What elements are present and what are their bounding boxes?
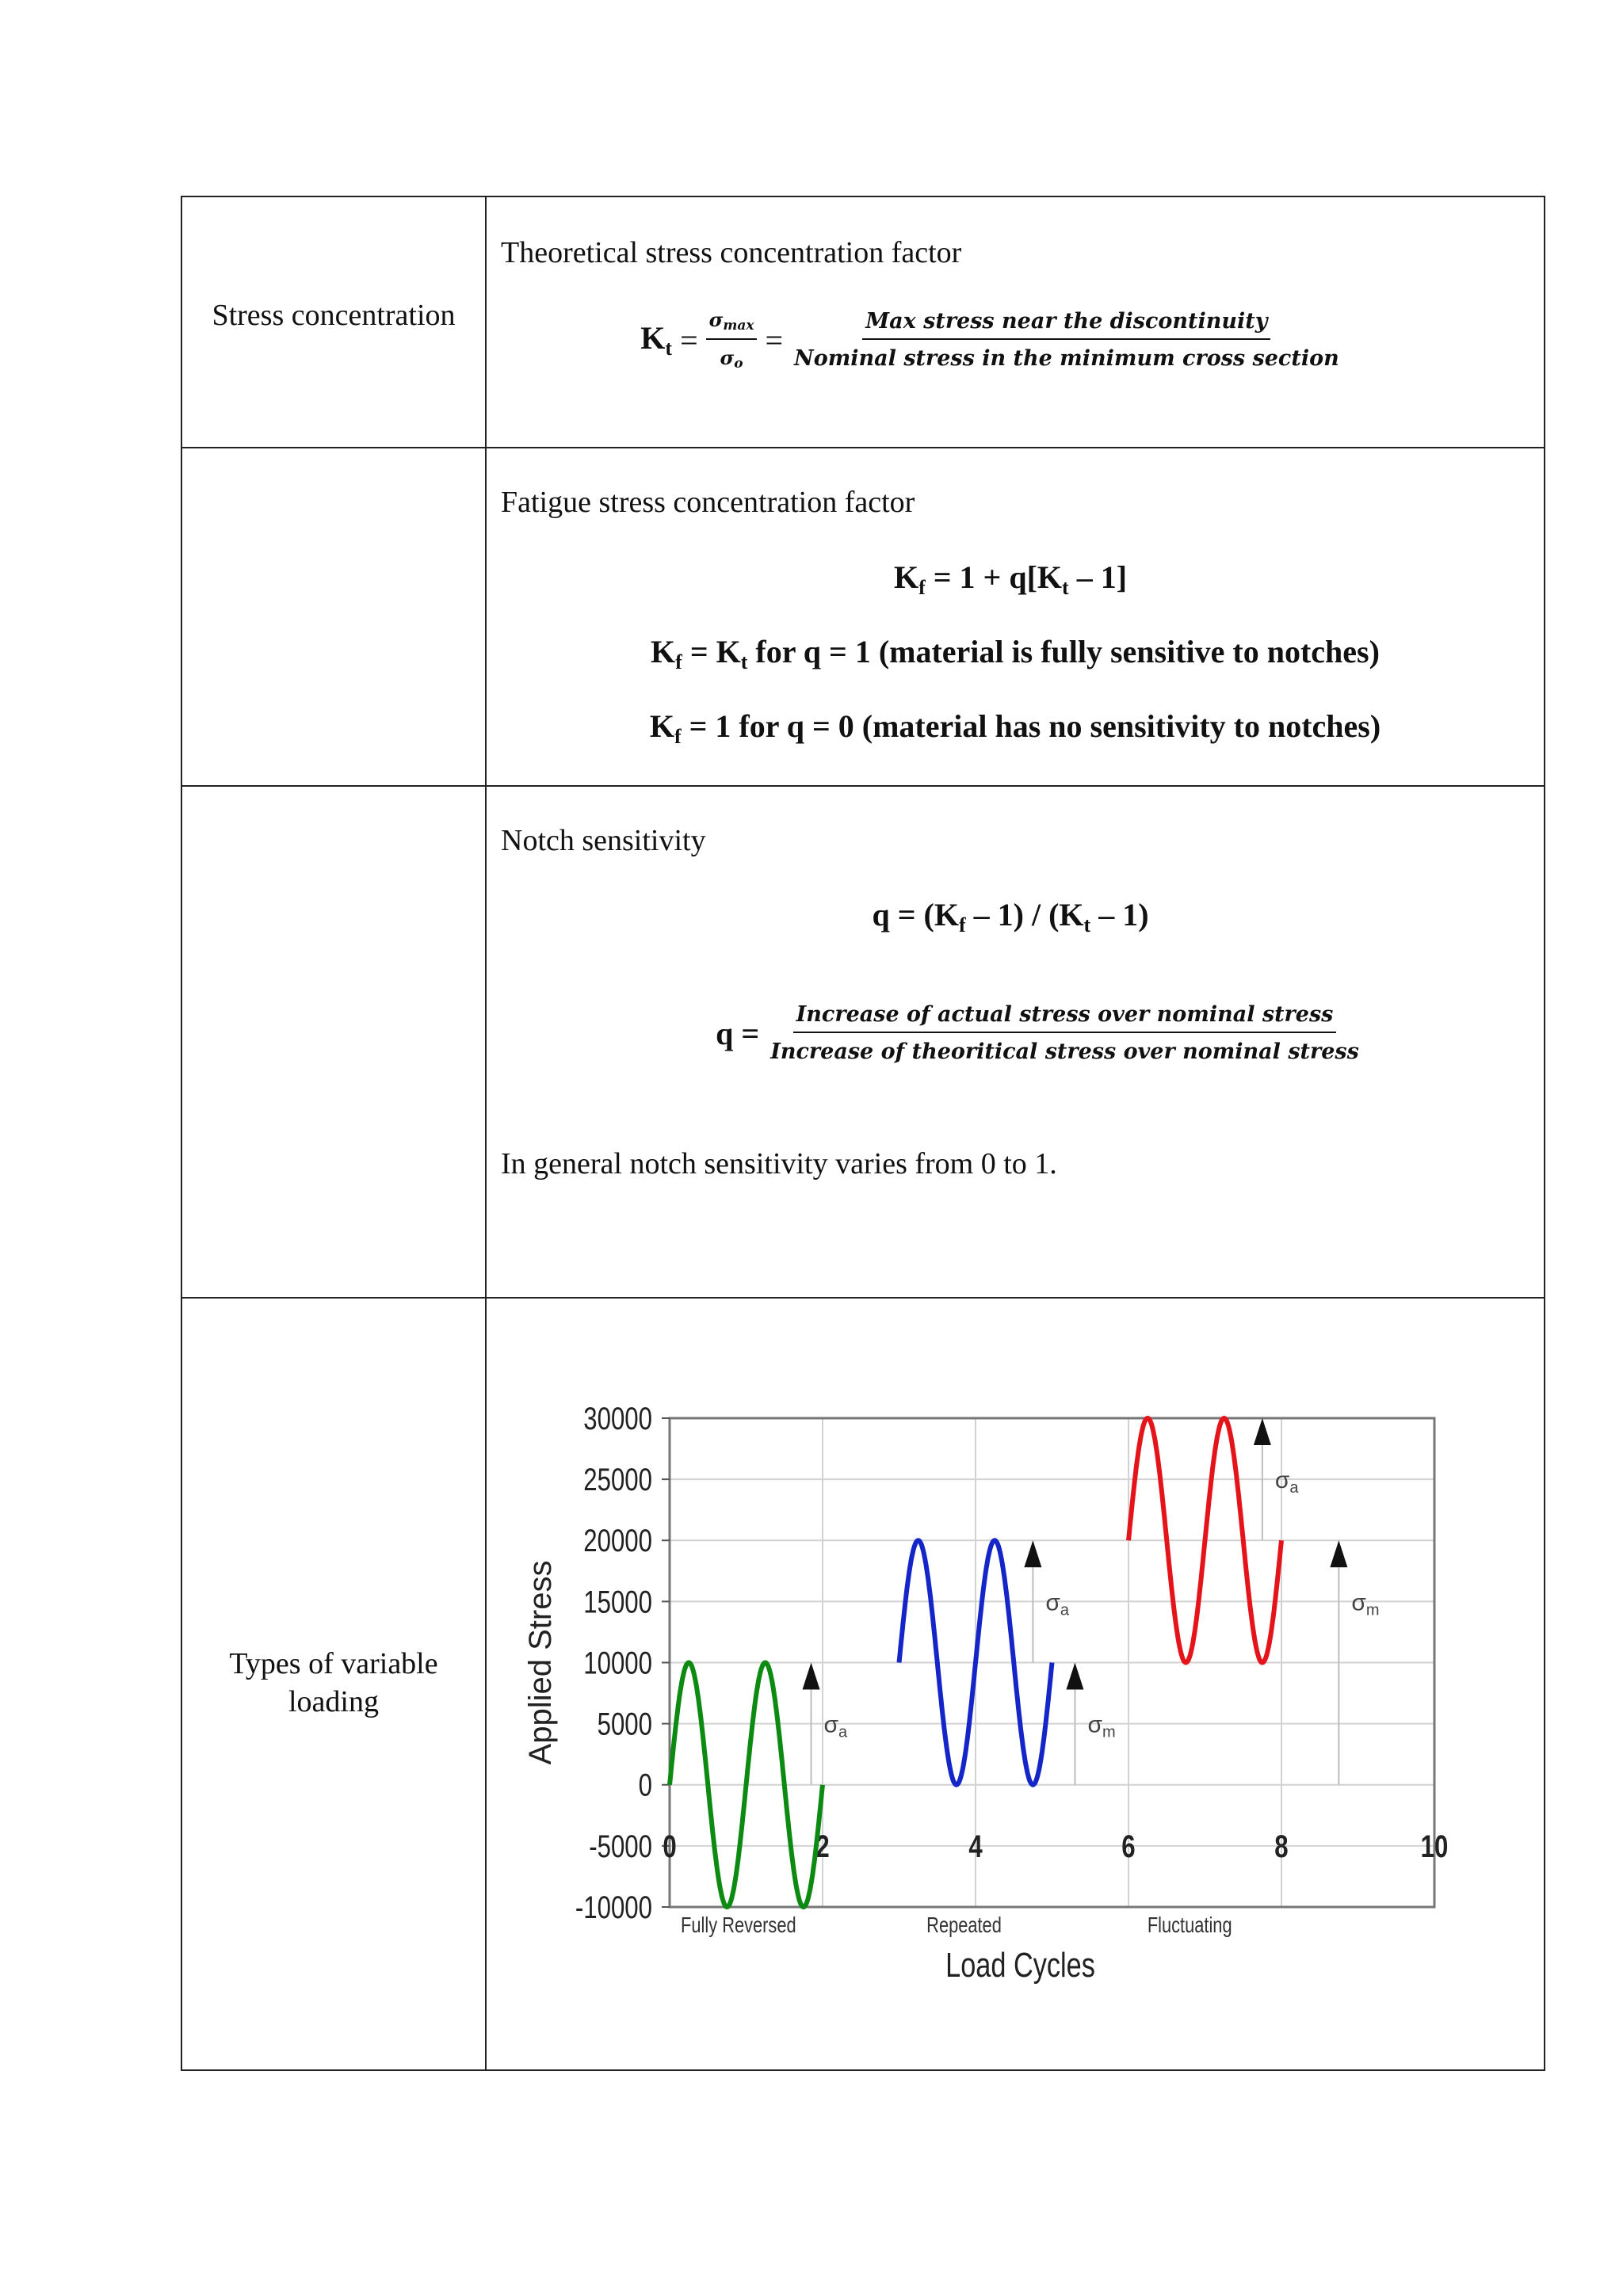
notch-sensitivity-note: In general notch sensitivity varies from 0 to 1. bbox=[501, 1147, 1057, 1180]
y-tick-label: -10000 bbox=[575, 1890, 652, 1925]
y-tick-label: 30000 bbox=[583, 1401, 652, 1436]
y-tick-label: 15000 bbox=[583, 1584, 652, 1620]
y-tick-label: 5000 bbox=[597, 1706, 652, 1742]
category-label: Fully Reversed bbox=[681, 1913, 796, 1938]
annotation-arrow bbox=[1024, 1540, 1041, 1567]
kt-numerator: Max stress near the discontinuity bbox=[862, 309, 1270, 340]
x-tick-label: 8 bbox=[1274, 1829, 1289, 1864]
row-divider bbox=[182, 785, 1544, 787]
x-tick-label: 10 bbox=[1420, 1829, 1449, 1864]
q-equation: $q = (K_f - 1) / (K_t - 1)$ bbox=[872, 897, 1149, 936]
q-denominator: Increase of theoritical stress over nominal stress bbox=[770, 1039, 1359, 1064]
column-divider bbox=[485, 197, 487, 2069]
x-tick-label: 0 bbox=[663, 1829, 677, 1864]
annotation-arrow bbox=[1066, 1663, 1083, 1690]
annotation-arrow bbox=[1254, 1418, 1271, 1445]
row-label-text: Stress concentration bbox=[212, 298, 456, 332]
annotation-arrow bbox=[1330, 1540, 1347, 1567]
q-definition bbox=[510, 1002, 1568, 1064]
heading-fatigue-factor: Fatigue stress concentration factor bbox=[501, 486, 915, 519]
annotation-label: $\sigma_m$ bbox=[1087, 1711, 1116, 1741]
annotation-label: $\sigma_a$ bbox=[1274, 1467, 1299, 1497]
y-tick-label: 20000 bbox=[583, 1523, 652, 1559]
row-label-variable-loading bbox=[182, 1299, 485, 2073]
annotation-label: $\sigma_a$ bbox=[1045, 1589, 1070, 1619]
content-table bbox=[181, 196, 1545, 2071]
y-tick-label: -5000 bbox=[589, 1829, 652, 1864]
kt-symbol: $K_t$ bbox=[640, 320, 673, 360]
y-axis-label: Applied Stress bbox=[523, 1560, 558, 1765]
equals-sign: = bbox=[765, 322, 784, 358]
category-label: Repeated bbox=[926, 1913, 1002, 1938]
row-divider bbox=[182, 447, 1544, 448]
annotation-label: $\sigma_m$ bbox=[1351, 1589, 1380, 1619]
x-tick-label: 6 bbox=[1121, 1829, 1136, 1864]
heading-notch-sensitivity: Notch sensitivity bbox=[501, 824, 706, 857]
variable-loading-chart bbox=[515, 1362, 1449, 2059]
q-numerator: Increase of actual stress over nominal stress bbox=[793, 1002, 1337, 1033]
heading-theoretical-factor: Theoretical stress concentration factor bbox=[501, 236, 962, 269]
q-fraction bbox=[767, 1002, 1362, 1064]
y-tick-label: 0 bbox=[638, 1768, 652, 1803]
sigma-ratio: $\frac{\sigma_{max}}{\sigma_o}$ bbox=[706, 308, 758, 372]
row-label-stress-concentration bbox=[182, 197, 485, 447]
y-tick-label: 25000 bbox=[583, 1462, 652, 1498]
x-tick-label: 4 bbox=[968, 1829, 983, 1864]
x-tick-label: 2 bbox=[815, 1829, 830, 1864]
y-tick-label: 10000 bbox=[583, 1645, 652, 1681]
category-label: Fluctuating bbox=[1147, 1913, 1232, 1938]
kt-denominator: Nominal stress in the minimum cross section bbox=[794, 346, 1339, 371]
annotation-label: $\sigma_a$ bbox=[823, 1711, 848, 1741]
equals-sign: = bbox=[680, 322, 698, 358]
kf-no-sensitivity: $K_f = 1$ for q = 0 (material has no sensitivity to notches) bbox=[649, 708, 1381, 748]
x-axis-label: Load Cycles bbox=[945, 1945, 1095, 1985]
kf-equation: $K_f = 1 + q[K_t - 1]$ bbox=[893, 559, 1128, 599]
row-label-text: Types of variable loading bbox=[229, 1646, 438, 1718]
kf-fully-sensitive: $K_f = K_t$ for q = 1 (material is fully sensitive to notches) bbox=[651, 634, 1380, 673]
kt-equation bbox=[463, 308, 1520, 372]
kt-definition-fraction bbox=[791, 309, 1342, 371]
annotation-arrow bbox=[803, 1663, 820, 1690]
q-symbol: q = bbox=[716, 1015, 760, 1051]
